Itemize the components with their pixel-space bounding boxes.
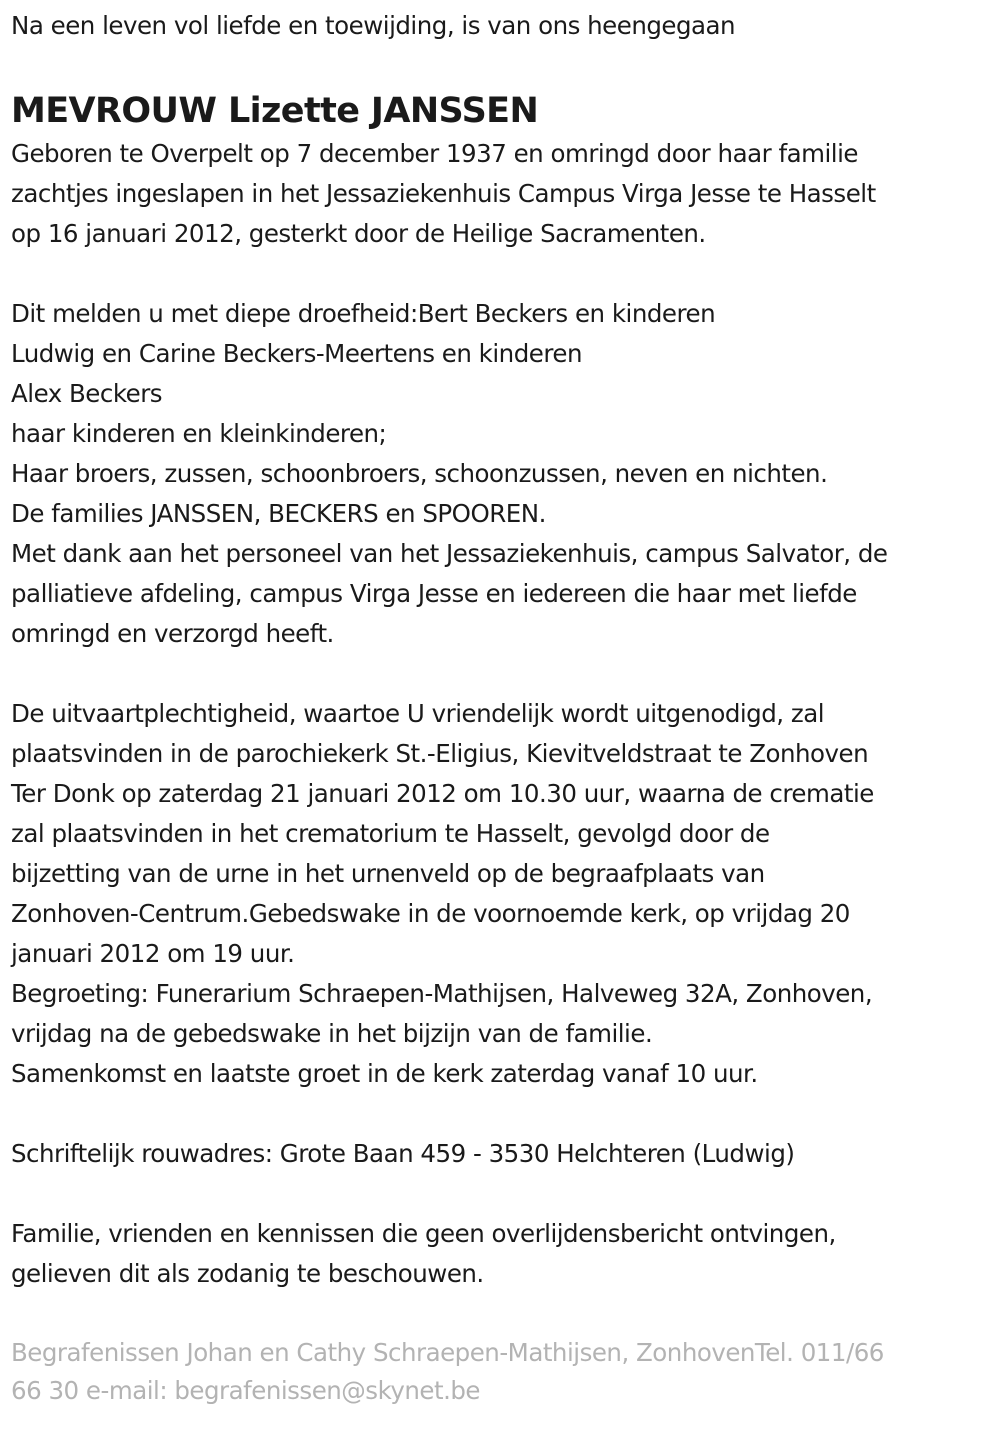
paragraph-line: Alex Beckers (11, 379, 163, 408)
paragraph-line: palliatieve afdeling, campus Virga Jesse en iedereen die haar met liefde (11, 579, 857, 608)
paragraph-line: januari 2012 om 19 uur. (11, 939, 295, 968)
obituary-notice (11, 0, 993, 1410)
paragraph-gap (11, 654, 993, 694)
paragraph-line: De uitvaartplechtigheid, waartoe U vriendelijk wordt uitgenodigd, zal (11, 699, 825, 728)
paragraph-line: Ter Donk op zaterdag 21 januari 2012 om 10.30 uur, waarna de crematie (11, 779, 874, 808)
notice-paragraph (11, 1214, 993, 1294)
paragraph-gap (11, 254, 993, 294)
footer-line: 66 30 e-mail: begrafenissen@skynet.be (11, 1376, 480, 1405)
paragraph-line: Ludwig en Carine Beckers-Meertens en kinderen (11, 339, 582, 368)
paragraph-line: Zonhoven-Centrum.Gebedswake in de voornoemde kerk, op vrijdag 20 (11, 899, 850, 928)
paragraph-line: Haar broers, zussen, schoonbroers, schoonzussen, neven en nichten. (11, 459, 828, 488)
paragraph-line: De families JANSSEN, BECKERS en SPOOREN. (11, 499, 546, 528)
paragraph-line: zachtjes ingeslapen in het Jessaziekenhuis Campus Virga Jesse te Hasselt (11, 179, 876, 208)
mourning-address: Schriftelijk rouwadres: Grote Baan 459 - 3530 Helchteren (Ludwig) (11, 1139, 795, 1168)
paragraph-line: Samenkomst en laatste groet in de kerk zaterdag vanaf 10 uur. (11, 1059, 758, 1088)
paragraph-line: omringd en verzorgd heeft. (11, 619, 334, 648)
paragraph-gap (11, 1094, 993, 1134)
paragraph-line: gelieven dit als zodanig te beschouwen. (11, 1259, 484, 1288)
birth-paragraph (11, 134, 993, 254)
paragraph-line: Dit melden u met diepe droefheid:Bert Beckers en kinderen (11, 299, 716, 328)
deceased-name: MEVROUW Lizette JANSSEN (11, 91, 539, 131)
paragraph-line: zal plaatsvinden in het crematorium te Hasselt, gevolgd door de (11, 819, 770, 848)
paragraph-line: op 16 januari 2012, gesterkt door de Heilige Sacramenten. (11, 219, 706, 248)
paragraph-line: vrijdag na de gebedswake in het bijzijn van de familie. (11, 1019, 653, 1048)
paragraph-line: Begroeting: Funerarium Schraepen-Mathijsen, Halveweg 32A, Zonhoven, (11, 979, 873, 1008)
paragraph-line: haar kinderen en kleinkinderen; (11, 419, 387, 448)
footer-line: Begrafenissen Johan en Cathy Schraepen-Mathijsen, ZonhovenTel. 011/66 (11, 1338, 884, 1367)
funeral-paragraph (11, 694, 993, 1094)
paragraph-line: plaatsvinden in de parochiekerk St.-Eligius, Kievitveldstraat te Zonhoven (11, 739, 869, 768)
paragraph-line: Geboren te Overpelt op 7 december 1937 en omringd door haar familie (11, 139, 858, 168)
intro-line: Na een leven vol liefde en toewijding, is van ons heengegaan (11, 11, 736, 40)
paragraph-line: Familie, vrienden en kennissen die geen overlijdensbericht ontvingen, (11, 1219, 836, 1248)
paragraph-gap (11, 1174, 993, 1214)
funeral-home-footer (11, 1334, 993, 1410)
paragraph-line: bijzetting van de urne in het urnenveld op de begraafplaats van (11, 859, 765, 888)
paragraph-line: Met dank aan het personeel van het Jessaziekenhuis, campus Salvator, de (11, 539, 888, 568)
family-paragraph (11, 294, 993, 654)
